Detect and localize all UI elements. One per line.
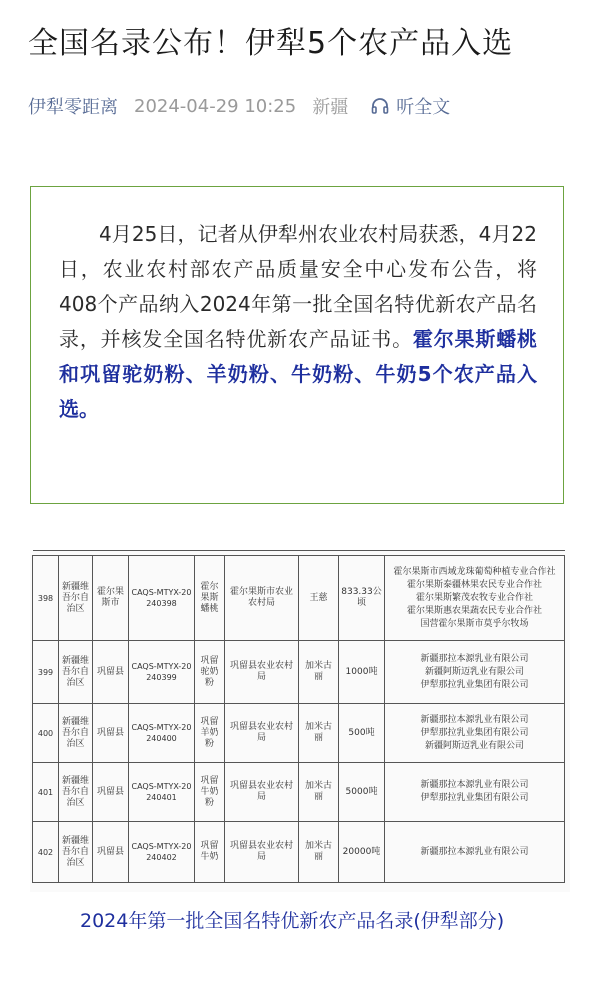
article-title: 全国名录公布！伊犁5个农产品入选 <box>28 26 514 61</box>
listen-button[interactable] <box>370 93 450 119</box>
cell-product: 巩留牛奶粉 <box>195 763 225 822</box>
table-row <box>33 822 565 883</box>
highlight-text: 霍尔果斯蟠桃和巩留驼奶粉、羊奶粉、牛奶粉、牛奶5个农产品入选。 <box>59 327 538 421</box>
cell-region: 新疆维吾尔自治区 <box>59 822 93 883</box>
cell-applicant: 巩留县农业农村局 <box>225 704 299 763</box>
cell-no: 401 <box>33 763 59 822</box>
cell-applicant: 巩留县农业农村局 <box>225 641 299 704</box>
cell-person: 加米古丽 <box>299 763 339 822</box>
enterprise-name: 霍尔果斯市西域龙珠葡萄种植专业合作社 <box>393 566 556 577</box>
product-table-image <box>30 550 570 892</box>
cell-scale: 500吨 <box>339 704 385 763</box>
intro-text: 4月25日，记者从伊犁州农业农村局获悉，4月22日，农业农村部农产品质量安全中心发布公告，将408个产品纳入2024年第一批全国名特优新农产品名录，并核发全国名特优新农产品证书。 <box>59 222 537 351</box>
cell-product: 巩留驼奶粉 <box>195 641 225 704</box>
cell-region: 新疆维吾尔自治区 <box>59 763 93 822</box>
cell-product: 巩留羊奶粉 <box>195 704 225 763</box>
cell-county: 巩留县 <box>93 763 129 822</box>
enterprise-name: 伊犁那拉乳业集团有限公司 <box>420 727 529 738</box>
enterprise-name: 霍尔果斯繁茂农牧专业合作社 <box>416 592 534 603</box>
cell-county: 霍尔果斯市 <box>93 556 129 641</box>
cell-region: 新疆维吾尔自治区 <box>59 704 93 763</box>
cell-applicant: 霍尔果斯市农业农村局 <box>225 556 299 641</box>
cell-region: 新疆维吾尔自治区 <box>59 556 93 641</box>
publish-location: 新疆 <box>312 97 349 118</box>
cell-scale: 1000吨 <box>339 641 385 704</box>
summary-box <box>30 186 564 504</box>
cell-enterprises <box>385 822 565 883</box>
cell-applicant: 巩留县农业农村局 <box>225 763 299 822</box>
enterprise-name: 新疆那拉本源乳业有限公司 <box>420 714 529 725</box>
cell-county: 巩留县 <box>93 704 129 763</box>
cell-person: 加米古丽 <box>299 822 339 883</box>
enterprise-name: 伊犁那拉乳业集团有限公司 <box>420 793 529 803</box>
cell-no: 398 <box>33 556 59 641</box>
cell-person: 加米古丽 <box>299 641 339 704</box>
cell-enterprises <box>385 556 565 641</box>
enterprise-name: 国营霍尔果斯市莫乎尔牧场 <box>420 618 529 629</box>
summary-text <box>59 217 537 427</box>
table-row <box>33 556 565 641</box>
cell-scale: 833.33公顷 <box>339 556 385 641</box>
cell-region: 新疆维吾尔自治区 <box>59 641 93 704</box>
account-name-link[interactable]: 伊犁零距离 <box>28 97 118 118</box>
cell-product: 霍尔果斯蟠桃 <box>195 556 225 641</box>
cell-person: 加米古丽 <box>299 704 339 763</box>
article-meta <box>28 88 588 124</box>
cell-cert: CAQS-MTYX-20240398 <box>129 556 195 641</box>
table-row <box>33 704 565 763</box>
enterprise-name: 霍尔果斯惠农果蔬农民专业合作社 <box>407 605 543 616</box>
cell-scale: 5000吨 <box>339 763 385 822</box>
cell-cert: CAQS-MTYX-20240402 <box>129 822 195 883</box>
enterprise-name: 新疆那拉本源乳业有限公司 <box>420 653 529 664</box>
enterprise-name: 新疆那拉本源乳业有限公司 <box>420 780 529 790</box>
cell-county: 巩留县 <box>93 822 129 883</box>
enterprise-name: 新疆阿斯迈乳业有限公司 <box>425 666 525 677</box>
table-row <box>33 641 565 704</box>
cell-no: 402 <box>33 822 59 883</box>
cell-product: 巩留牛奶 <box>195 822 225 883</box>
cell-cert: CAQS-MTYX-20240400 <box>129 704 195 763</box>
headphones-icon <box>370 96 390 116</box>
cell-person: 王慈 <box>299 556 339 641</box>
table-row <box>33 763 565 822</box>
product-table <box>32 550 565 883</box>
cell-county: 巩留县 <box>93 641 129 704</box>
publish-date: 2024-04-29 10:25 <box>134 95 297 117</box>
enterprise-name: 新疆那拉本源乳业有限公司 <box>420 846 529 857</box>
cell-scale: 20000吨 <box>339 822 385 883</box>
cell-cert: CAQS-MTYX-20240401 <box>129 763 195 822</box>
cell-enterprises <box>385 763 565 822</box>
enterprise-name: 新疆阿斯迈乳业有限公司 <box>425 740 525 751</box>
listen-label: 听全文 <box>396 97 451 118</box>
table-caption: 2024年第一批全国名特优新农产品名录(伊犁部分) <box>80 910 505 932</box>
cell-no: 400 <box>33 704 59 763</box>
enterprise-name: 伊犁那拉乳业集团有限公司 <box>420 679 529 690</box>
cell-cert: CAQS-MTYX-20240399 <box>129 641 195 704</box>
cell-no: 399 <box>33 641 59 704</box>
enterprise-name: 霍尔果斯泰疆林果农民专业合作社 <box>407 579 543 590</box>
cell-applicant: 巩留县农业农村局 <box>225 822 299 883</box>
cell-enterprises <box>385 641 565 704</box>
cell-enterprises <box>385 704 565 763</box>
